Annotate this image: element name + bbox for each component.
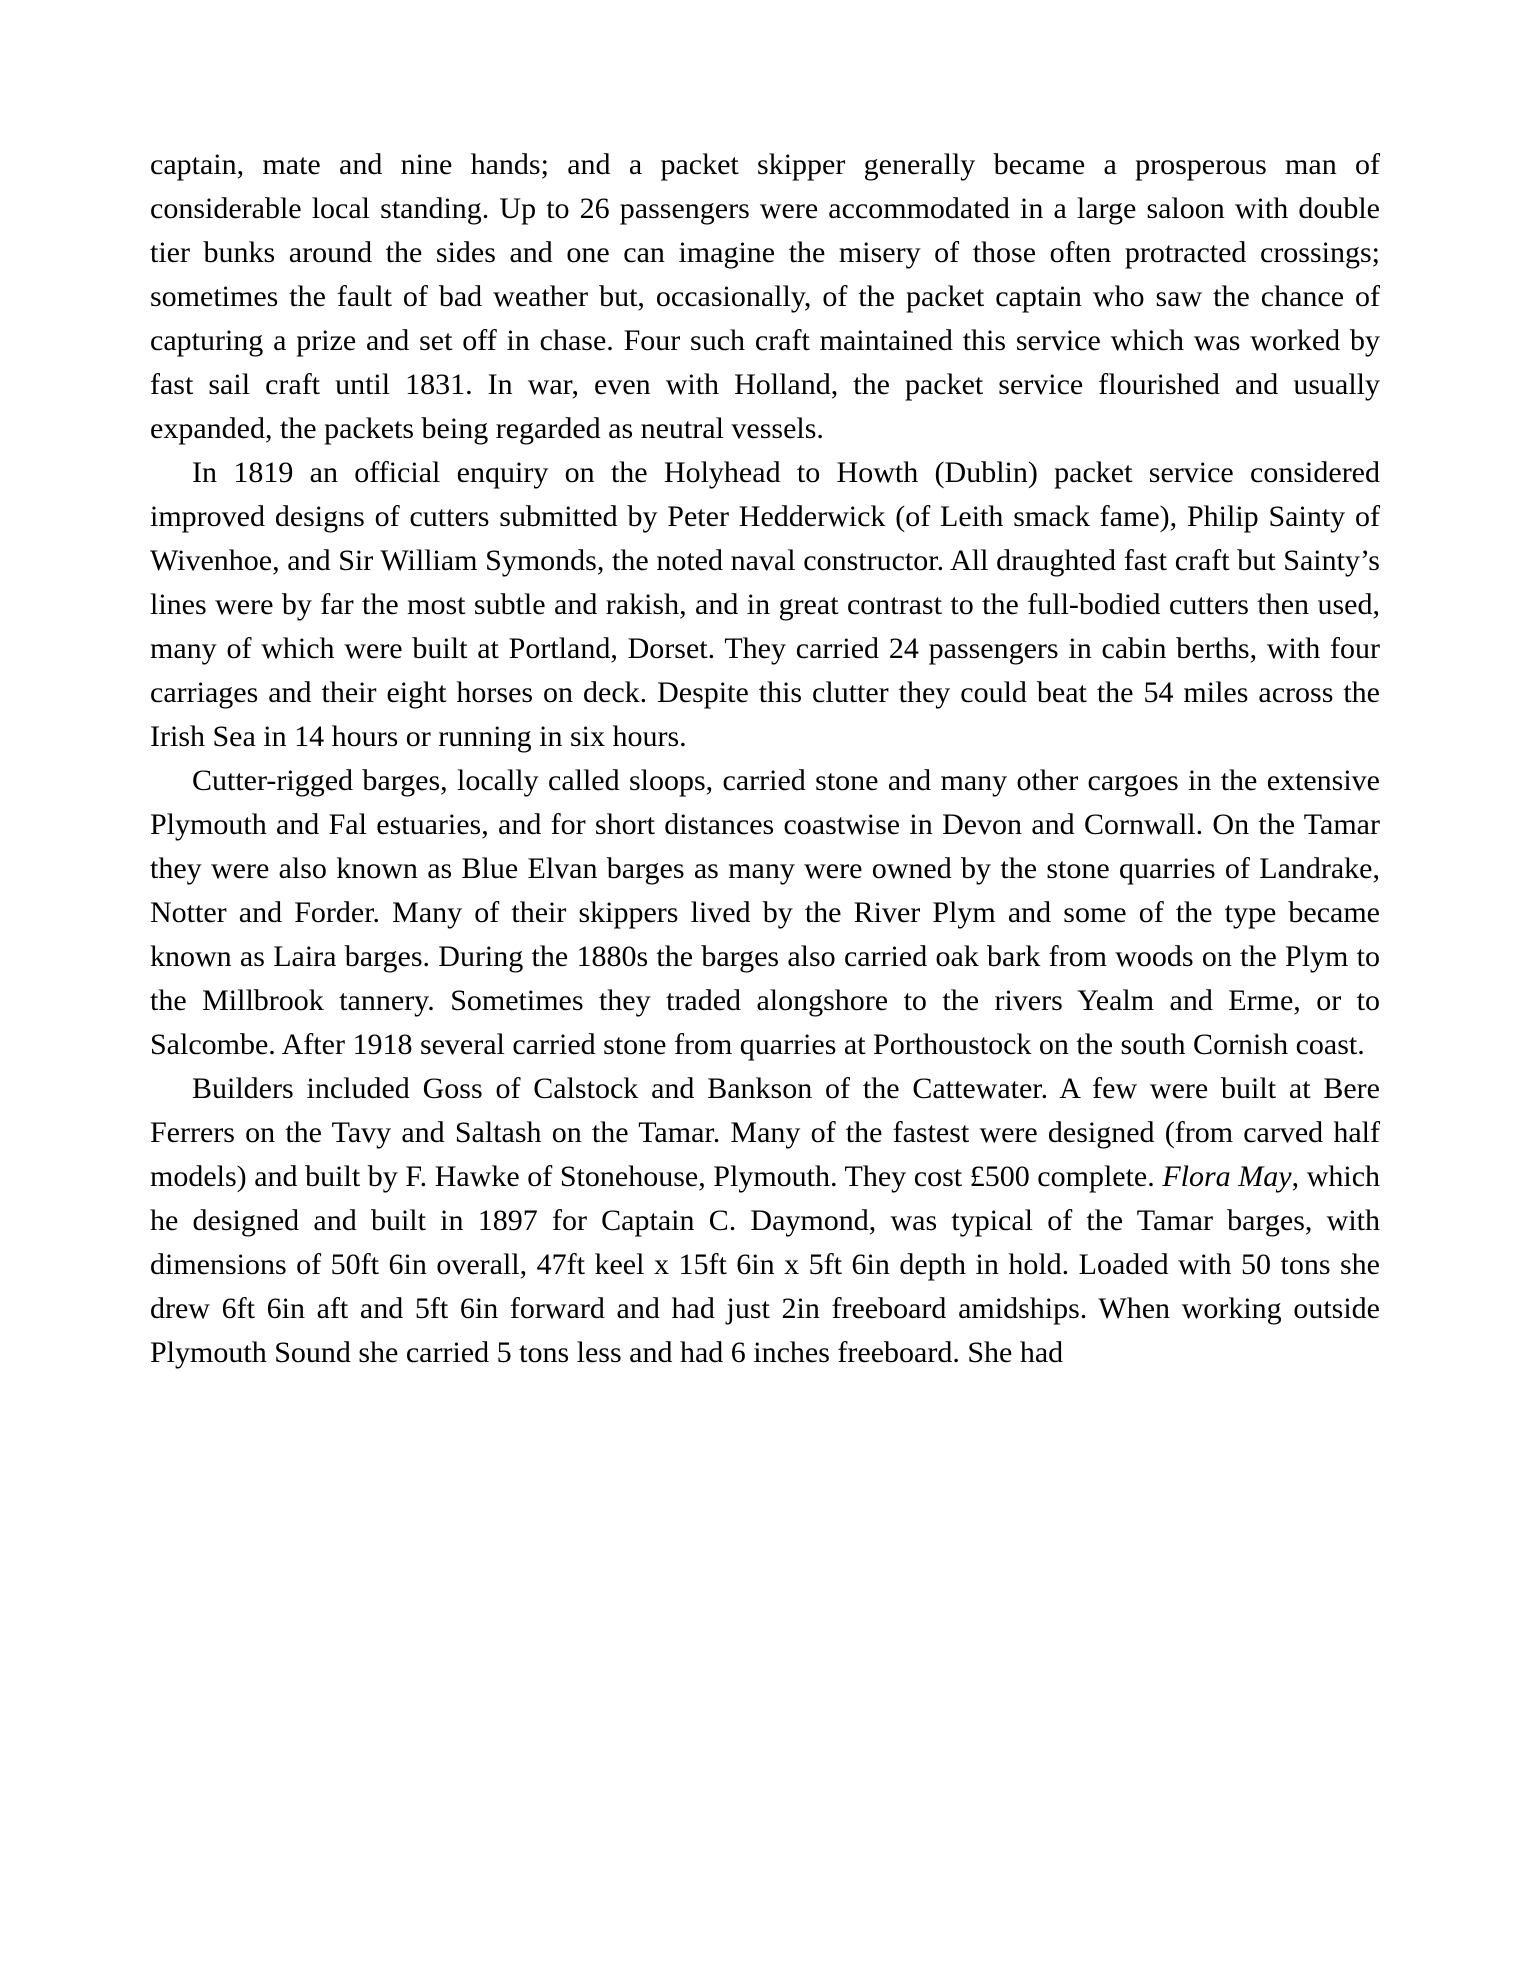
- ship-name-italic: Flora May: [1162, 1160, 1292, 1193]
- paragraph-text-after-italic: , which he designed and built in 1897 for Captain C. Daymond, was typical of the Tamar barges, with dimensions of 50ft 6in overall, 47ft keel x 15ft 6in x 5ft 6in depth in hold. Loaded with 50 tons she drew 6ft 6in aft and 5ft 6in forward and had just 2in freeboard amidships. When working outside Plymouth Sound she carried 5 tons less and had 6 inches freeboard. She had: [150, 1160, 1381, 1369]
- page-text-block: [150, 143, 1380, 1375]
- paragraph-1819-enquiry: In 1819 an official enquiry on the Holyhead to Howth (Dublin) packet service considered improved designs of cutters submitted by Peter Hedderwick (of Leith smack fame), Philip Sainty of Wivenhoe, and Sir William Symonds, the noted naval constructor. All draughted fast craft but Sainty’s lines were by far the most subtle and rakish, and in great contrast to the full-bodied cutters then used, many of which were built at Portland, Dorset. They carried 24 passengers in cabin berths, with four carriages and their eight horses on deck. Despite this clutter they could beat the 54 miles across the Irish Sea in 14 hours or running in six hours.: [150, 456, 1380, 753]
- paragraph-cutter-rigged-barges: Cutter-rigged barges, locally called sloops, carried stone and many other cargoes in the extensive Plymouth and Fal estuaries, and for short distances coastwise in Devon and Cornwall. On the Tamar they were also known as Blue Elvan barges as many were owned by the stone quarries of Landrake, Notter and Forder. Many of their skippers lived by the River Plym and some of the type became known as Laira barges. During the 1880s the barges also carried oak bark from woods on the Plym to the Millbrook tannery. Sometimes they traded alongshore to the rivers Yealm and Erme, or to Salcombe. After 1918 several carried stone from quarries at Porthoustock on the south Cornish coast.: [150, 764, 1380, 1061]
- paragraph-text-before-italic: Builders included Goss of Calstock and Bankson of the Cattewater. A few were built at Bere Ferrers on the Tavy and Saltash on the Tamar. Many of the fastest were designed (from carved half models) and built by F. Hawke of Stonehouse, Plymouth. They cost £500 complete.: [150, 1072, 1380, 1193]
- paragraph-builders: [150, 1067, 1380, 1375]
- paragraph-packet-service: captain, mate and nine hands; and a packet skipper generally became a prosperous man of considerable local standing. Up to 26 passengers were accommodated in a large saloon with double tier bunks around the sides and one can imagine the misery of those often protracted crossings; sometimes the fault of bad weather but, occasionally, of the packet captain who saw the chance of capturing a prize and set off in chase. Four such craft maintained this service which was worked by fast sail craft until 1831. In war, even with Holland, the packet service flourished and usually expanded, the packets being regarded as neutral vessels.: [150, 148, 1380, 445]
